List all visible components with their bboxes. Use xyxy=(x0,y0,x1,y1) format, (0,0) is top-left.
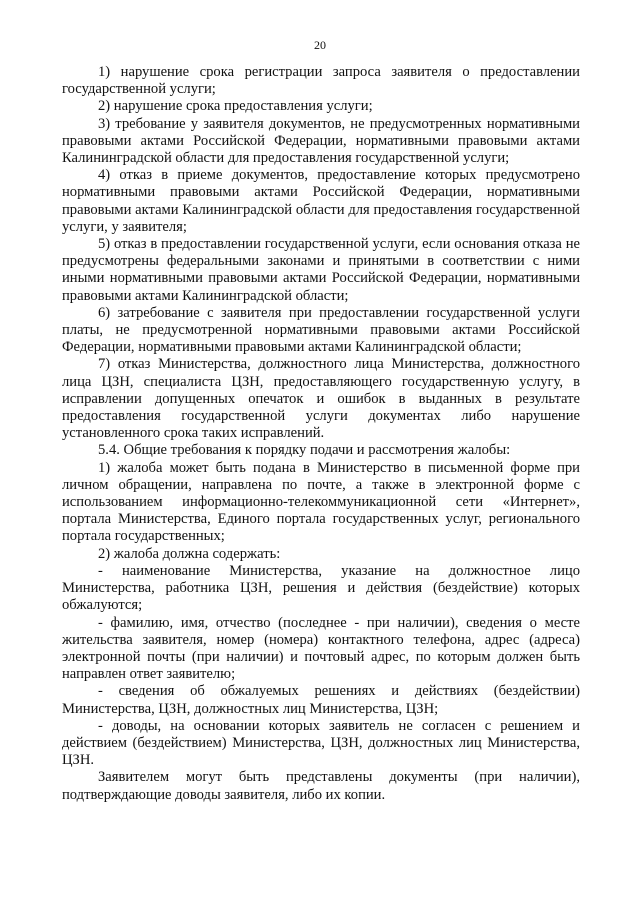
page-number: 20 xyxy=(314,38,326,52)
list-item-authority-name: - наименование Министерства, указание на должностное лицо Министерства, работника ЦЗН, решения и действия (бездействие) которых обжалуются; xyxy=(62,562,580,614)
paragraph-violation-registration-deadline: 1) нарушение срока регистрации запроса заявителя о предоставлении государственной услуги; xyxy=(62,64,580,98)
paragraph-refusal-accept-documents: 4) отказ в приеме документов, предоставление которых предусмотрено нормативными правовыми актами Российской Федерации, нормативными правовыми актами Калининградской области для предоставления государственной услуги, у заявителя; xyxy=(62,167,580,235)
paragraph-violation-service-deadline: 2) нарушение срока предоставления услуги; xyxy=(98,98,373,115)
list-item-applicant-info: - фамилию, имя, отчество (последнее - при наличии), сведения о месте жительства заявителя, номер (номера) контактного телефона, адрес (адреса) электронной почты (при наличии) и почтовый адрес, по которым должен быть направлен ответ заявителю; xyxy=(62,614,580,683)
paragraph-refusal-corrections: 7) отказ Министерства, должностного лица Министерства, должностного лица ЦЗН, специалиста ЦЗН, предоставляющего государственную услугу, в исправлении допущенных опечаток и ошибок в выданных в результате предоставления государственной услуги документах либо нарушение установленного срока таких исправлений. xyxy=(62,356,580,442)
paragraph-complaint-contents: 2) жалоба должна содержать: xyxy=(98,545,281,562)
list-item-arguments: - доводы, на основании которых заявитель не согласен с решением и действием (бездействием) Министерства, ЦЗН, должностных лиц Министерства, ЦЗН. xyxy=(62,717,580,769)
paragraph-supporting-documents: Заявителем могут быть представлены документы (при наличии), подтверждающие доводы заявителя, либо их копии. xyxy=(62,769,580,803)
section-heading-5-4: 5.4. Общие требования к порядку подачи и рассмотрения жалобы: xyxy=(98,442,511,459)
list-item-appealed-decisions: - сведения об обжалуемых решениях и действиях (бездействии) Министерства, ЦЗН, должностных лиц Министерства, ЦЗН; xyxy=(62,683,580,717)
paragraph-complaint-submission: 1) жалоба может быть подана в Министерство в письменной форме при личном обращении, направлена по почте, а также в электронной форме с использованием информационно-телекоммуникационной сети «Интернет», портала Министерства, Единого портала государственных услуг, регионального портала государственных; xyxy=(62,459,580,545)
paragraph-refusal-service: 5) отказ в предоставлении государственной услуги, если основания отказа не предусмотрены федеральными законами и принятыми в соответствии с ними иными нормативными правовыми актами Российской Федерации, нормативными правовыми актами Калининградской области; xyxy=(62,236,580,304)
paragraph-fee-demand: 6) затребование с заявителя при предоставлении государственной услуги платы, не предусмотренной нормативными правовыми актами Российской Федерации, нормативными правовыми актами Калининградской области; xyxy=(62,304,580,356)
document-body xyxy=(62,64,580,804)
paragraph-requirement-documents: 3) требование у заявителя документов, не предусмотренных нормативными правовыми актами Российской Федерации, нормативными правовыми актами Калининградской области для предоставления государственной услуги; xyxy=(62,115,580,167)
